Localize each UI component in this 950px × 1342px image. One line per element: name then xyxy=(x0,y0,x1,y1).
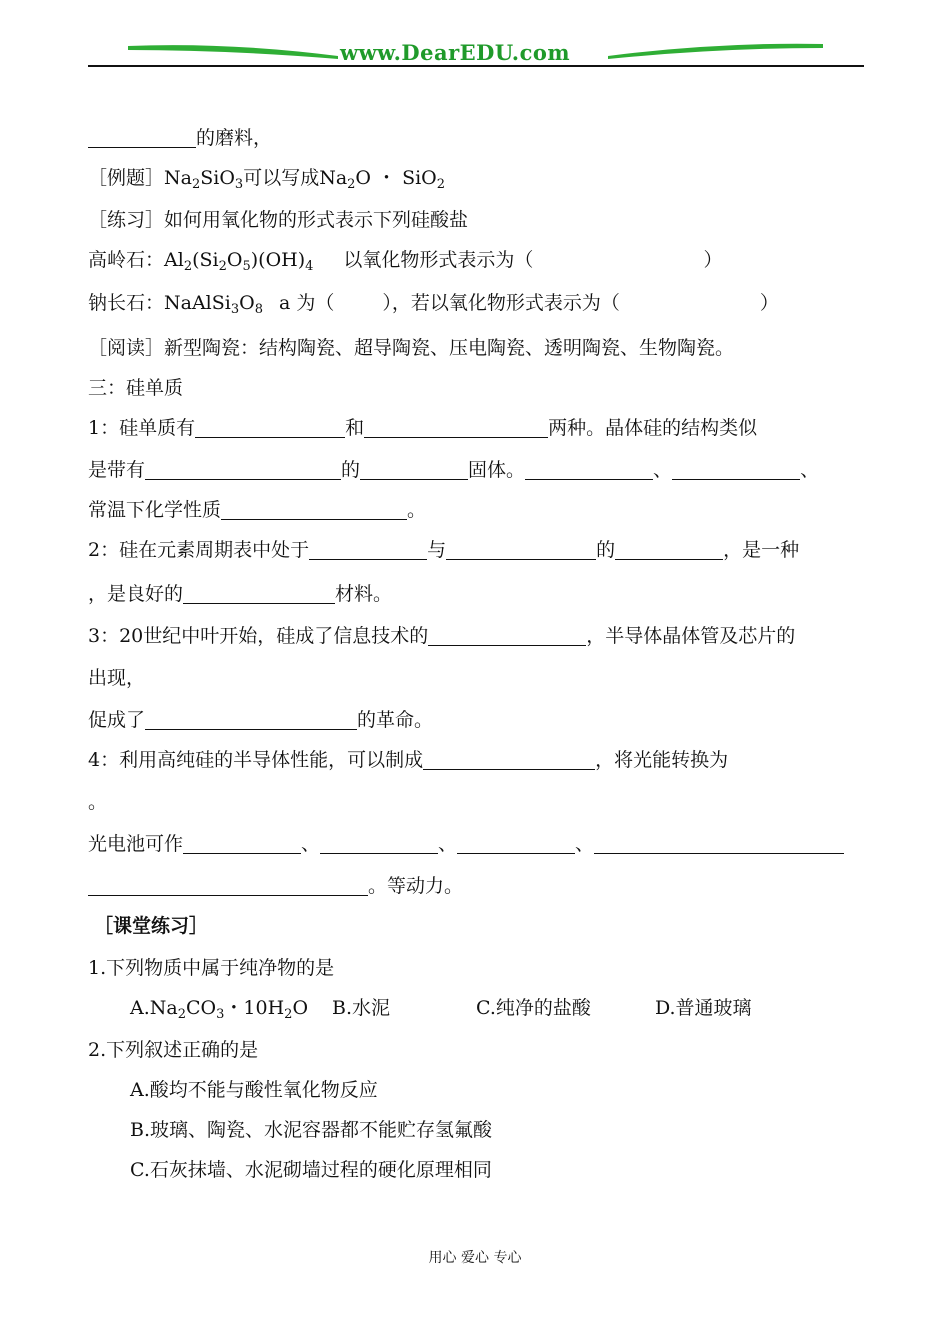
text: 2.下列叙述正确的是 xyxy=(88,1039,259,1061)
text: ，是一种 xyxy=(723,539,800,561)
text: ［例题］Na xyxy=(88,167,192,189)
subscript: 2 xyxy=(177,1007,186,1022)
question-2-option-a xyxy=(130,1078,906,1102)
text: ），若以氧化物形式表示为（ xyxy=(382,292,620,314)
text: 光电池可作 xyxy=(88,833,184,855)
blank xyxy=(428,625,586,646)
question-1 xyxy=(88,956,864,980)
text: O xyxy=(292,997,309,1019)
blank xyxy=(594,833,844,854)
text: 1：硅单质有 xyxy=(88,417,196,439)
page-footer: 用心 爱心 专心 xyxy=(428,1250,522,1266)
text: 高岭石：Al xyxy=(88,249,184,271)
text: 、 xyxy=(575,833,595,855)
text-line xyxy=(88,624,864,648)
blank xyxy=(88,127,196,148)
text: C.石灰抹墙、水泥砌墙过程的硬化原理相同 xyxy=(130,1159,492,1181)
text: a 为（ xyxy=(278,292,335,314)
text: 与 xyxy=(427,539,447,561)
text: 可以写成Na xyxy=(243,167,348,189)
reading-line xyxy=(88,336,864,360)
option-d: D.普通玻璃 xyxy=(654,997,752,1019)
blank xyxy=(183,833,301,854)
text: O xyxy=(239,292,255,314)
text: ，是良好的 xyxy=(88,583,184,605)
subscript: 3 xyxy=(234,177,244,192)
blank xyxy=(360,459,468,480)
albite-line xyxy=(88,291,864,322)
subscript: 2 xyxy=(218,259,227,274)
option-a: A.Na xyxy=(130,997,178,1019)
subscript: 2 xyxy=(183,259,193,274)
text-line xyxy=(88,538,864,562)
header-rule xyxy=(88,65,864,67)
text: 、 xyxy=(653,459,673,481)
text-line xyxy=(88,708,864,732)
text: 4：利用高纯硅的半导体性能，可以制成 xyxy=(88,749,424,771)
kaolinite-line xyxy=(88,248,864,279)
subscript: 5 xyxy=(242,259,251,274)
subscript: 2 xyxy=(347,177,356,192)
text: SiO xyxy=(200,167,235,189)
blank xyxy=(525,459,653,480)
blank xyxy=(195,417,345,438)
question-2-option-b xyxy=(130,1118,906,1142)
text: ） xyxy=(703,249,723,271)
text: 三：硅单质 xyxy=(88,377,184,399)
text: 促成了 xyxy=(88,709,146,731)
text: )(OH) xyxy=(250,249,306,271)
text: 常温下化学性质 xyxy=(88,499,222,521)
option-c: C.纯净的盐酸 xyxy=(476,997,591,1019)
text: 3：20世纪中叶开始，硅成了信息技术的 xyxy=(88,625,429,647)
text-line xyxy=(88,582,864,606)
subscript: 8 xyxy=(254,302,263,317)
subscript: 2 xyxy=(191,177,201,192)
text: ・10H xyxy=(224,997,285,1019)
practice-heading xyxy=(94,914,870,938)
text: 、 xyxy=(800,459,820,481)
text: ，半导体晶体管及芯片的 xyxy=(586,625,796,647)
blank xyxy=(423,749,595,770)
text: 和 xyxy=(345,417,365,439)
blank xyxy=(672,459,800,480)
blank xyxy=(145,459,341,480)
text: CO xyxy=(186,997,217,1019)
text: A.酸均不能与酸性氧化物反应 xyxy=(130,1079,378,1101)
text: O ・ SiO xyxy=(355,167,437,189)
blank xyxy=(221,499,407,520)
text: 的磨料， xyxy=(196,127,273,149)
text: ） xyxy=(759,292,779,314)
text-line xyxy=(88,458,864,482)
section-heading xyxy=(88,376,864,400)
text: 的 xyxy=(341,459,361,481)
text-line xyxy=(88,748,864,772)
text-line xyxy=(88,790,864,814)
text: 、 xyxy=(438,833,458,855)
subscript: 2 xyxy=(284,1007,293,1022)
example-line xyxy=(88,166,864,197)
text: 两种。晶体硅的结构类似 xyxy=(548,417,758,439)
text: ［阅读］新型陶瓷：结构陶瓷、超导陶瓷、压电陶瓷、透明陶瓷、生物陶瓷。 xyxy=(88,337,735,359)
text: (Si xyxy=(192,249,219,271)
text-line xyxy=(88,666,864,690)
blank xyxy=(457,833,575,854)
text: O xyxy=(226,249,243,271)
subscript: 2 xyxy=(436,177,446,192)
text-line xyxy=(88,416,864,440)
text-line xyxy=(88,126,864,150)
question-1-options xyxy=(130,996,906,1027)
blank xyxy=(309,539,427,560)
option-b: B.水泥 xyxy=(332,997,391,1019)
blank xyxy=(320,833,438,854)
text: ［练习］如何用氧化物的形式表示下列硅酸盐 xyxy=(88,209,469,231)
text: 材料。 xyxy=(335,583,393,605)
text-line xyxy=(88,832,864,856)
text: 的 xyxy=(596,539,616,561)
text-line xyxy=(88,498,864,522)
blank xyxy=(183,583,335,604)
text: 以氧化物形式表示为（ xyxy=(343,249,534,271)
text: B.玻璃、陶瓷、水泥容器都不能贮存氢氟酸 xyxy=(130,1119,493,1141)
blank xyxy=(446,539,596,560)
text: 、 xyxy=(301,833,321,855)
question-2-option-c xyxy=(130,1158,906,1182)
subscript: 3 xyxy=(216,1007,225,1022)
text: 固体。 xyxy=(468,459,526,481)
blank xyxy=(145,709,357,730)
text: 。 xyxy=(407,499,427,521)
text: 1.下列物质中属于纯净物的是 xyxy=(88,957,335,979)
exercise-line xyxy=(88,208,864,232)
text-line xyxy=(88,874,864,898)
text: ［课堂练习］ xyxy=(94,915,209,937)
text: 2：硅在元素周期表中处于 xyxy=(88,539,310,561)
site-logo-text[interactable]: www.DearEDU.com xyxy=(340,40,571,65)
blank xyxy=(88,875,368,896)
blank xyxy=(615,539,723,560)
subscript: 3 xyxy=(230,302,240,317)
text: 出现， xyxy=(88,667,146,689)
blank xyxy=(364,417,548,438)
text: 的革命。 xyxy=(357,709,434,731)
text: 。等动力。 xyxy=(368,875,464,897)
text: 是带有 xyxy=(88,459,146,481)
question-2 xyxy=(88,1038,864,1062)
text: 钠长石：NaAlSi xyxy=(88,292,231,314)
subscript: 4 xyxy=(305,259,314,274)
text: ，将光能转换为 xyxy=(595,749,729,771)
text: 。 xyxy=(88,791,108,813)
